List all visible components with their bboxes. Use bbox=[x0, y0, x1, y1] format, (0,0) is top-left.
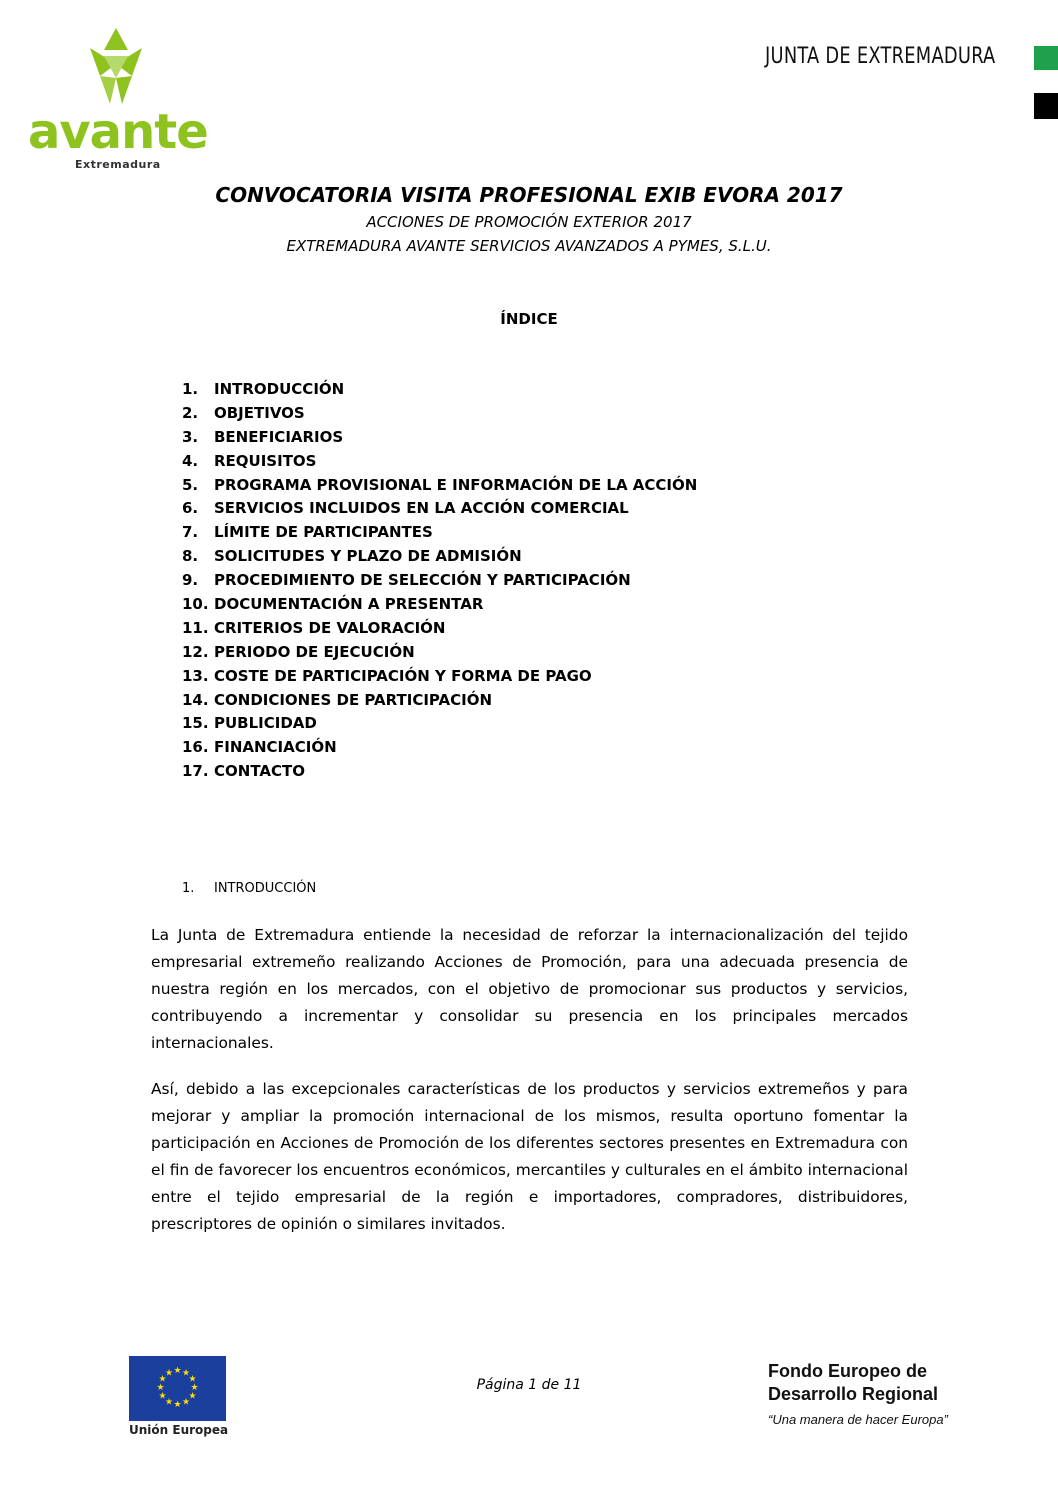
feder-line-2: Desarrollo Regional bbox=[768, 1384, 939, 1404]
toc-number: 9. bbox=[182, 571, 199, 590]
toc-number: 13. bbox=[182, 666, 209, 685]
toc-label: CRITERIOS DE VALORACIÓN bbox=[214, 618, 446, 637]
svg-text:★: ★ bbox=[173, 1400, 182, 1410]
toc-number: 14. bbox=[182, 690, 209, 709]
section-heading-introduccion bbox=[182, 881, 316, 896]
avante-logo-subtitle: Extremadura bbox=[75, 158, 161, 171]
toc-label: DOCUMENTACIÓN A PRESENTAR bbox=[214, 595, 484, 614]
svg-text:★: ★ bbox=[181, 1397, 191, 1408]
junta-black-block bbox=[1034, 93, 1058, 119]
page-number: Página 1 de 11 bbox=[476, 1377, 582, 1393]
intro-paragraph-1: La Junta de Extremadura entiende la necesidad de reforzar la internacionalización del tejido empresarial extremeño realizando Acciones de Promoción, para una adecuada presencia de nuestra región en los mercados, con el objetivo de promocionar sus productos y servicios, contribuyendo a incrementar y consolidar su presencia en los principales mercados internacionales. bbox=[151, 926, 908, 1052]
toc-label: LÍMITE DE PARTICIPANTES bbox=[214, 523, 433, 542]
toc-label: SOLICITUDES Y PLAZO DE ADMISIÓN bbox=[214, 547, 522, 566]
feder-line-1: Fondo Europeo de bbox=[768, 1361, 927, 1381]
svg-text:★: ★ bbox=[181, 1368, 191, 1379]
toc-label: BENEFICIARIOS bbox=[214, 427, 344, 446]
toc-label: COSTE DE PARTICIPACIÓN Y FORMA DE PAGO bbox=[214, 666, 592, 685]
toc-item bbox=[182, 617, 697, 641]
toc-number: 12. bbox=[182, 642, 209, 661]
document-subtitle-2: EXTREMADURA AVANTE SERVICIOS AVANZADOS A PYMES, S.L.U. bbox=[286, 237, 772, 255]
document-subtitle-1: ACCIONES DE PROMOCIÓN EXTERIOR 2017 bbox=[366, 213, 692, 231]
toc-item bbox=[182, 426, 697, 450]
svg-text:★: ★ bbox=[173, 1366, 182, 1376]
toc-item bbox=[182, 665, 697, 689]
index-heading: ÍNDICE bbox=[500, 310, 558, 328]
toc-number: 3. bbox=[182, 427, 199, 446]
toc-number: 7. bbox=[182, 523, 199, 542]
svg-text:★: ★ bbox=[158, 1374, 167, 1385]
svg-text:★: ★ bbox=[190, 1383, 199, 1393]
toc-item bbox=[182, 569, 697, 593]
section-number: 1. bbox=[182, 881, 195, 896]
toc-number: 1. bbox=[182, 380, 199, 398]
avante-leaf-icon bbox=[70, 28, 162, 108]
toc-label: PERIODO DE EJECUCIÓN bbox=[214, 642, 415, 661]
toc-item bbox=[182, 712, 697, 736]
svg-text:★: ★ bbox=[156, 1383, 165, 1393]
svg-text:★: ★ bbox=[164, 1368, 174, 1379]
toc-item bbox=[182, 450, 697, 474]
toc-number: 11. bbox=[182, 618, 209, 637]
svg-text:★: ★ bbox=[158, 1391, 167, 1402]
junta-green-block bbox=[1034, 46, 1058, 70]
toc-number: 16. bbox=[182, 738, 209, 757]
avante-logo bbox=[28, 28, 208, 178]
section-title: INTRODUCCIÓN bbox=[214, 881, 317, 896]
toc-item bbox=[182, 545, 697, 569]
svg-text:★: ★ bbox=[188, 1374, 197, 1385]
toc-item bbox=[182, 689, 697, 713]
intro-paragraph-2: Así, debido a las excepcionales características de los productos y servicios extremeños y para mejorar y ampliar la promoción internacional de los mismos, resulta oportuno fomentar la participación en Acciones de Promoción de los diferentes sectores presentes en Extremadura con el fin de favorecer los encuentros económicos, mercantiles y culturales en el ámbito internacional entre el tejido empresarial de la región e importadores, compradores, distribuidores, prescriptores de opinión o similares invitados. bbox=[151, 1080, 908, 1233]
toc-label: INTRODUCCIÓN bbox=[214, 380, 345, 398]
toc-label: CONTACTO bbox=[214, 762, 305, 781]
toc-number: 4. bbox=[182, 451, 199, 470]
toc-label: PROGRAMA PROVISIONAL E INFORMACIÓN DE LA ACCIÓN bbox=[214, 475, 698, 494]
toc-label: PUBLICIDAD bbox=[214, 714, 317, 733]
toc-number: 6. bbox=[182, 499, 199, 518]
toc-item bbox=[182, 402, 697, 426]
avante-logo-word: avante bbox=[28, 104, 208, 160]
toc-number: 2. bbox=[182, 403, 199, 422]
toc-item bbox=[182, 760, 697, 784]
toc-label: SERVICIOS INCLUIDOS EN LA ACCIÓN COMERCIAL bbox=[214, 499, 629, 518]
toc-label: REQUISITOS bbox=[214, 451, 317, 470]
toc-number: 15. bbox=[182, 714, 209, 733]
toc-number: 5. bbox=[182, 475, 199, 494]
toc-item bbox=[182, 378, 697, 402]
toc-label: PROCEDIMIENTO DE SELECCIÓN Y PARTICIPACIÓN bbox=[214, 571, 631, 590]
toc-number: 8. bbox=[182, 547, 199, 566]
toc-item bbox=[182, 521, 697, 545]
table-of-contents bbox=[182, 378, 697, 784]
svg-text:★: ★ bbox=[164, 1397, 174, 1408]
eu-label: Unión Europea bbox=[129, 1423, 229, 1437]
toc-item bbox=[182, 736, 697, 760]
toc-item bbox=[182, 641, 697, 665]
feder-motto: “Una manera de hacer Europa” bbox=[768, 1412, 948, 1427]
toc-label: OBJETIVOS bbox=[214, 403, 305, 422]
svg-text:★: ★ bbox=[188, 1391, 197, 1402]
toc-label: CONDICIONES DE PARTICIPACIÓN bbox=[214, 690, 493, 709]
toc-number: 17. bbox=[182, 762, 209, 781]
toc-item bbox=[182, 497, 697, 521]
toc-number: 10. bbox=[182, 595, 209, 614]
toc-label: FINANCIACIÓN bbox=[214, 738, 337, 757]
junta-extremadura-logo: JUNTA DE EXTREMADURA bbox=[765, 44, 996, 69]
document-title: CONVOCATORIA VISITA PROFESIONAL EXIB EVORA 2017 bbox=[215, 183, 843, 207]
toc-item bbox=[182, 593, 697, 617]
toc-item bbox=[182, 474, 697, 498]
